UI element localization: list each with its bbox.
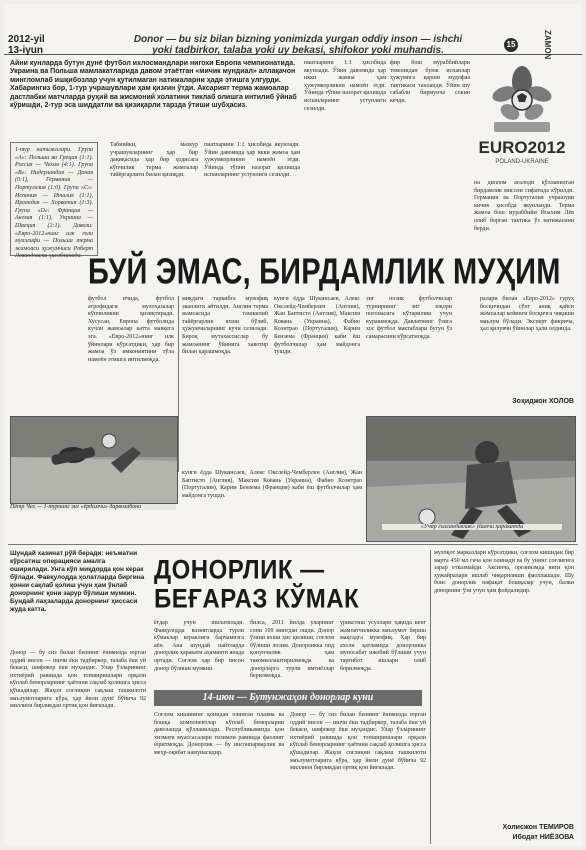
logo-wordmark: EURO2012	[478, 138, 566, 157]
donors-headline-line-2: БЕҒАРАЗ КЎМАК	[154, 584, 360, 615]
donors-col-1: Донор — бу сиз билан бизнинг ёнимизда юрган оддий инсон — ишчи ёки тадбиркор, талаба ёки уй бекаси, шифокор ёки муҳандис. Улар ўзларининг ихтиёрий равишда қон топширишлари орқали кўплаб беморларнинг ҳаётини сақлаб қолишга ҳисса қўшадилар. Жаҳон соғлиқни сақлаш ташкилоти маълумотларига кўра, ҳар йили дунё бўйича 92 миллион бирликдан ортиқ қон йиғилади.	[10, 650, 146, 710]
donors-author-2: Ибодат НИЁЗОВА	[512, 834, 574, 841]
column-rule	[178, 296, 179, 472]
unity-col-3: кунги ёдда Шукинсаев, Алекс Окслейд-Чемберлен (Англия), Жан Баптисто (Англия), Максим Ковань (Украина), Фабио Коэнтрао (Португалия), Карим Бензема (Франция) каби ёш футболчилар ҳам майдонга тушди.	[274, 296, 360, 356]
donors-col-4c: Донор — бу сиз билан бизнинг ёнимизда юрган оддий инсон — ишчи ёки тадбиркор, талаба ёки уй бекаси, шифокор ёки муҳандис. Улар ўзларининг ихтиёрий равишда қон топширишлари орқали кўплаб беморларнинг ҳаётини сақлаб қолишга ҳисса қўшадилар. Жаҳон соғлиқни сақлаш ташкилоти маълумотларига кўра, ҳар йили дунё бўйича 92 миллион бирликдан ортиқ қон йиғилади.	[290, 712, 426, 772]
donors-col-3: билса, 2011 йилда уларнинг сони 109 мингдан ошди. Донор ўзини яхши ҳис қилиши, соғлом бўлиши лозим. Донорликка оид қонунчилик ҳам такомиллаштирилмоқда ва донорларга турли имтиёзлар берилмоқда.	[250, 620, 334, 680]
donors-col-5: мулоқот марказлари кўрсатдики, соғлом кишидан бир марта 450 мл гача қон олинади ва бу унинг соғлиғига зарар етказмайди. Аксинча, организмда янги қон ҳужайралари ишлаб чиқарилиши фаоллашади. Шу боис донорлик нафақат бошқалар учун, балки донорнинг ўзи учун ҳам фойдалидир.	[434, 550, 574, 594]
author-signature: Зоҳиджон ХОЛОВ	[512, 398, 574, 405]
donors-lead: Шундай хазинат рўй беради: неъматни кўрсатиш операцияси амалга оширилади. Унга кўп миқдорда қон керак бўлади. Фавқулодда ҳолатларда биргина қонни сақлаб қолиш учун ҳам ўнлаб донорнинг қони зарур бўлиши мумкин. Бундай лаҳзаларда донорнинг ҳиссаси жуда катта.	[10, 550, 145, 613]
page-header	[4, 4, 582, 60]
goalkeeper-photo	[10, 416, 178, 504]
flower-emblem-icon	[474, 60, 570, 138]
football-col-2: Табиийки, мазкур учрашувларнинг ҳар бир дақиқасида ҳар бир ҳодисага кўпчилик терма жамоалар тайёргарлиги билан қизиқди.	[110, 142, 198, 179]
issue-date	[8, 34, 45, 56]
newspaper-page	[4, 4, 582, 846]
masthead-label: ZAMON	[543, 30, 552, 60]
unity-col-5: ралари билан «Евро-2012» гуруҳ босқичидан сўнг аниқ қайси жамоалар кейинги босқичга чиқиши маълум бўлади. Эксперт фикрича, ҳал қилувчи ўйинлар ҳали олдинда.	[480, 296, 574, 333]
unity-col-6: кунги ёдда Шукинсаев, Алекс Окслейд-Чемберлен (Англия), Жан Баптисто (Англия), Максим Ковань (Украина), Фабио Коэнтрао (Португалия), Карим Бензема (Франция) каби ёш футболчилар ҳам майдонга тушди.	[182, 470, 362, 499]
photo-caption-left: Пётр Чех — 1-турнинг энг «ёрдамчи» дарвозабони	[10, 504, 176, 510]
donors-headline-line-1: ДОНОРЛИК —	[154, 554, 325, 586]
football-col-3b: пиатларини 1:1 ҳисобида якунлади. Ўйин давомида ҳар икки жамоа ҳам ҳужумкорликни намоён этди. Ўйинда тўпни назорат қилишда испанларнинг устунлиги сезилди.	[204, 142, 300, 179]
donors-col-2: ёғдар учун ишлатилади. Фавқулодда вазиятларда турли кўмаклар кераклиги барчамизга аён. Ана шундай пайтларда донорлик ҳаракати аҳамияти янада ортади. Соғлом ҳар бир инсон донор бўлиши мумкин.	[154, 620, 244, 672]
page-number: 15	[504, 38, 518, 52]
donors-headline	[154, 556, 359, 614]
section-divider	[8, 544, 578, 545]
unity-col-4: энг нозик футболчилар турнирнинг энг юқори поғонасига кўтарилиш учун курашмоқда. Давлатнинг ўзига хос футбол мактаблари бугун ўз самарасини кўрсатмоқда.	[366, 296, 452, 340]
euro2012-logo	[474, 60, 570, 176]
donors-col-4a: урикстиш усуллари ҳақида кенг жамоатчиликка маълумот бериш мақсадга мувофиқ. Ҳар бир ахоли қатламида донорликка муносабат ижобий бўлиши учун тарғибот ишлари олиб борилмоқда.	[340, 620, 426, 672]
column-rule	[430, 550, 431, 844]
slogan-line-1: Donor — bu siz bilan bizning yonimizda yurgan oddiy inson — ishchi	[133, 34, 463, 45]
results-box: 1-тур натижалари. Група «А»: Польша ва Греция (1:1). Россия — Чехия (4:1). Група «В»: Нидерландия — Дания (0:1), Германия — Португалия (1:0). Група «С»: Испания — Италия (1:1), Ирландия — Хорватия (1:3). Група «D»: Франция — Англия (1:1), Украина — Швеция (2:1). Даволи: «Евро-2012»нинг илк голи муаллифи — Польша терма жамоаси ҳужумчиси Роберт Левандовски ҳисобланади.	[10, 142, 98, 256]
unity-headline: БУЙ ЭМАС, БИРДАМЛИК МУҲИМ	[88, 252, 561, 292]
logo-subtitle: POLAND-UKRAINE	[495, 159, 549, 165]
unity-col-2: микдаги таркибга мувофиқ эканлиги айтилди. Англия терма жамоасида ташкилий тайёргарлик яхши бўлиб, ҳужумчиларнинг кучи сезилади. Бироқ мутахассислар бу жамоанинг ўйинига хавотир билан қарашмоқда.	[182, 296, 268, 356]
photo-caption-right: «Учар голландиялик» ўйинчи ҳаракатда	[382, 524, 562, 530]
header-slogan	[88, 34, 508, 56]
donors-author-1: Холисжон ТЕМИРОВ	[502, 824, 574, 831]
right-top-text: на диплом ағалоди қўлланилган бирдамлик мисоли сифатида кўрилди. Германия ва Португалия учрашуви кичик ҳисобда якунланди. Терма жамоа бош мураббийи Йоахим Лёв олиб борган тактика ўз натижасини берди.	[474, 180, 574, 232]
football-col-4: фир бош мураббийлари томонидан буюк испанлар ҳужумига қарши мудофаа тактикаси танланди. Ўйин шу сабабли бирмунча сокин кечди.	[390, 60, 470, 104]
football-lead: Айни кунларда бутун дунё футбол ихлосмандлари нигохи Европа чемпионатида. Украина ва Польша мамлакатларида давом этаётган «мичик мундиал» аллақачон мингломлаб ишқибозлар учун қутилмаган натижаларни ҳадя этишга улгурди. Хабарингиз бор, 1-тур учрашувлари ҳам қизғин ўтди. Аксарият терма жамоалар дастлабки матчларда руҳий ва жисмоний холатини тиклаб олишга интилиб ўйнаб кўришди, 2-тур эса шиддатли ва қизиқарли тарзда ўтиши шубҳасиз.	[10, 60, 297, 110]
date-year: 2012-yil	[8, 34, 45, 45]
football-col-3: пиатларини 1:1 ҳисобида якунлади. Ўйин давомида ҳар икки жамоа ҳам ҳужумкорликни намоён этди. Ўйинда тўпни назорат қилишда испанларнинг устунлиги сезилди.	[304, 60, 386, 112]
unity-col-1: футбол ичида, футбол атрофидаги мулоҳазалар кўпчиликни қизиқтиради. Хусусан, Европа футболида кучли жамоалар катта мавқега эга. «Евро-2012»нинг илк ўйинлари кўрсатдики, ҳар бир жамоа ўз имкониятини тўла намоён этишга интилмоқда.	[88, 296, 174, 363]
donors-col-4b: Соғлом кишининг қонидан олинган плазма ва бошқа компонентлар кўплаб беморларни даволашда қўлланилади. Республикамизда қон хизмати муассасалари тизимли равишда фаолият юритмоқда. Донорлик — бу инсонпарварлик ва меҳр-оқибат намунасидир.	[154, 712, 284, 756]
slogan-line-2: yoki tadbirkor, talaba yoki uy bekasi, shifokor yoki muhandis.	[152, 45, 444, 56]
date-day: 13-iyun	[8, 45, 44, 56]
donors-day-banner: 14-июн — Бутунжаҳон донорлар куни	[154, 690, 422, 706]
